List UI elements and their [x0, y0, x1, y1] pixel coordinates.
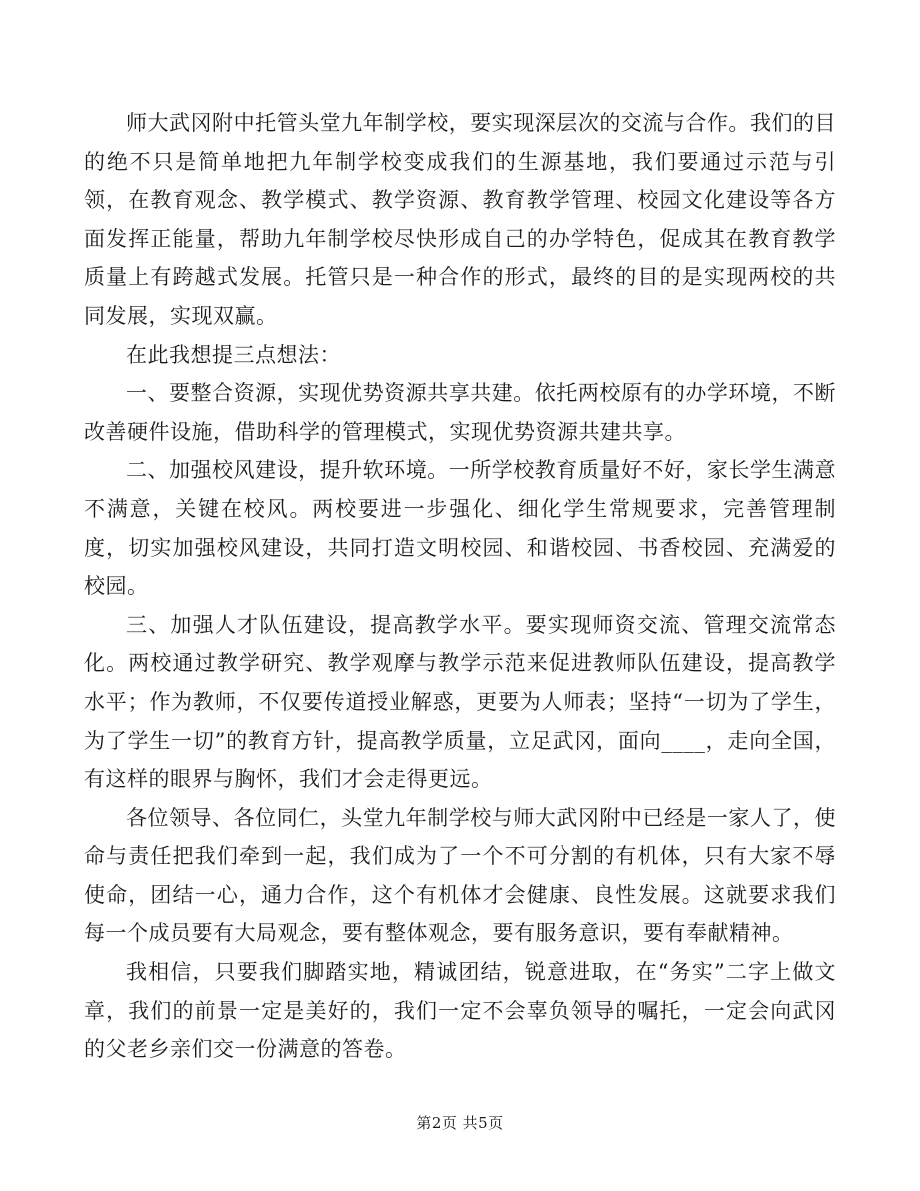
paragraph-point-three: 三、加强人才队伍建设，提高教学水平。要实现师资交流、管理交流常态化。两校通过教学研究、教学观摩与教学示范来促进教师队伍建设，提高教学水平；作为教师，不仅要传道授业解惑，更要为人师表；坚持“一切为了学生，为了学生一切”的教育方针，提高教学质量，立足武冈，面向____，走向全国，有这样的眼界与胸怀，我们才会走得更远。 [84, 612, 836, 792]
page-number-footer: 第2页 共5页 [416, 1114, 504, 1132]
paragraph-intro: 师大武冈附中托管头堂九年制学校，要实现深层次的交流与合作。我们的目的绝不只是简单地把九年制学校变成我们的生源基地，我们要通过示范与引领，在教育观念、教学模式、教学资源、教育教学管理、校园文化建设等各方面发挥正能量，帮助九年制学校尽快形成自己的办学特色，促成其在教育教学质量上有跨越式发展。托管只是一种合作的形式，最终的目的是实现两校的共同发展，实现双赢。 [84, 111, 836, 328]
document-body [84, 104, 836, 1069]
paragraph-point-one: 一、要整合资源，实现优势资源共享共建。依托两校原有的办学环境，不断改善硬件设施，借助科学的管理模式，实现优势资源共建共享。 [84, 381, 836, 444]
paragraph-three-ideas: 在此我想提三点想法： [126, 342, 341, 367]
paragraph-colleagues: 各位领导、各位同仁，头堂九年制学校与师大武冈附中已经是一家人了，使命与责任把我们牵到一起，我们成为了一个不可分割的有机体，只有大家不辱使命，团结一心，通力合作，这个有机体才会健康、良性发展。这就要求我们每一个成员要有大局观念，要有整体观念，要有服务意识，要有奉献精神。 [84, 805, 836, 946]
paragraph-point-two: 二、加强校风建设，提升软环境。一所学校教育质量好不好，家长学生满意不满意，关键在校风。两校要进一步强化、细化学生常规要求，完善管理制度，切实加强校风建设，共同打造文明校园、和谐校园、书香校园、充满爱的校园。 [84, 458, 836, 599]
paragraph-conclusion: 我相信，只要我们脚踏实地，精诚团结，锐意进取，在“务实”二字上做文章，我们的前景一定是美好的，我们一定不会辜负领导的嘱托，一定会向武冈的父老乡亲们交一份满意的答卷。 [84, 960, 836, 1062]
